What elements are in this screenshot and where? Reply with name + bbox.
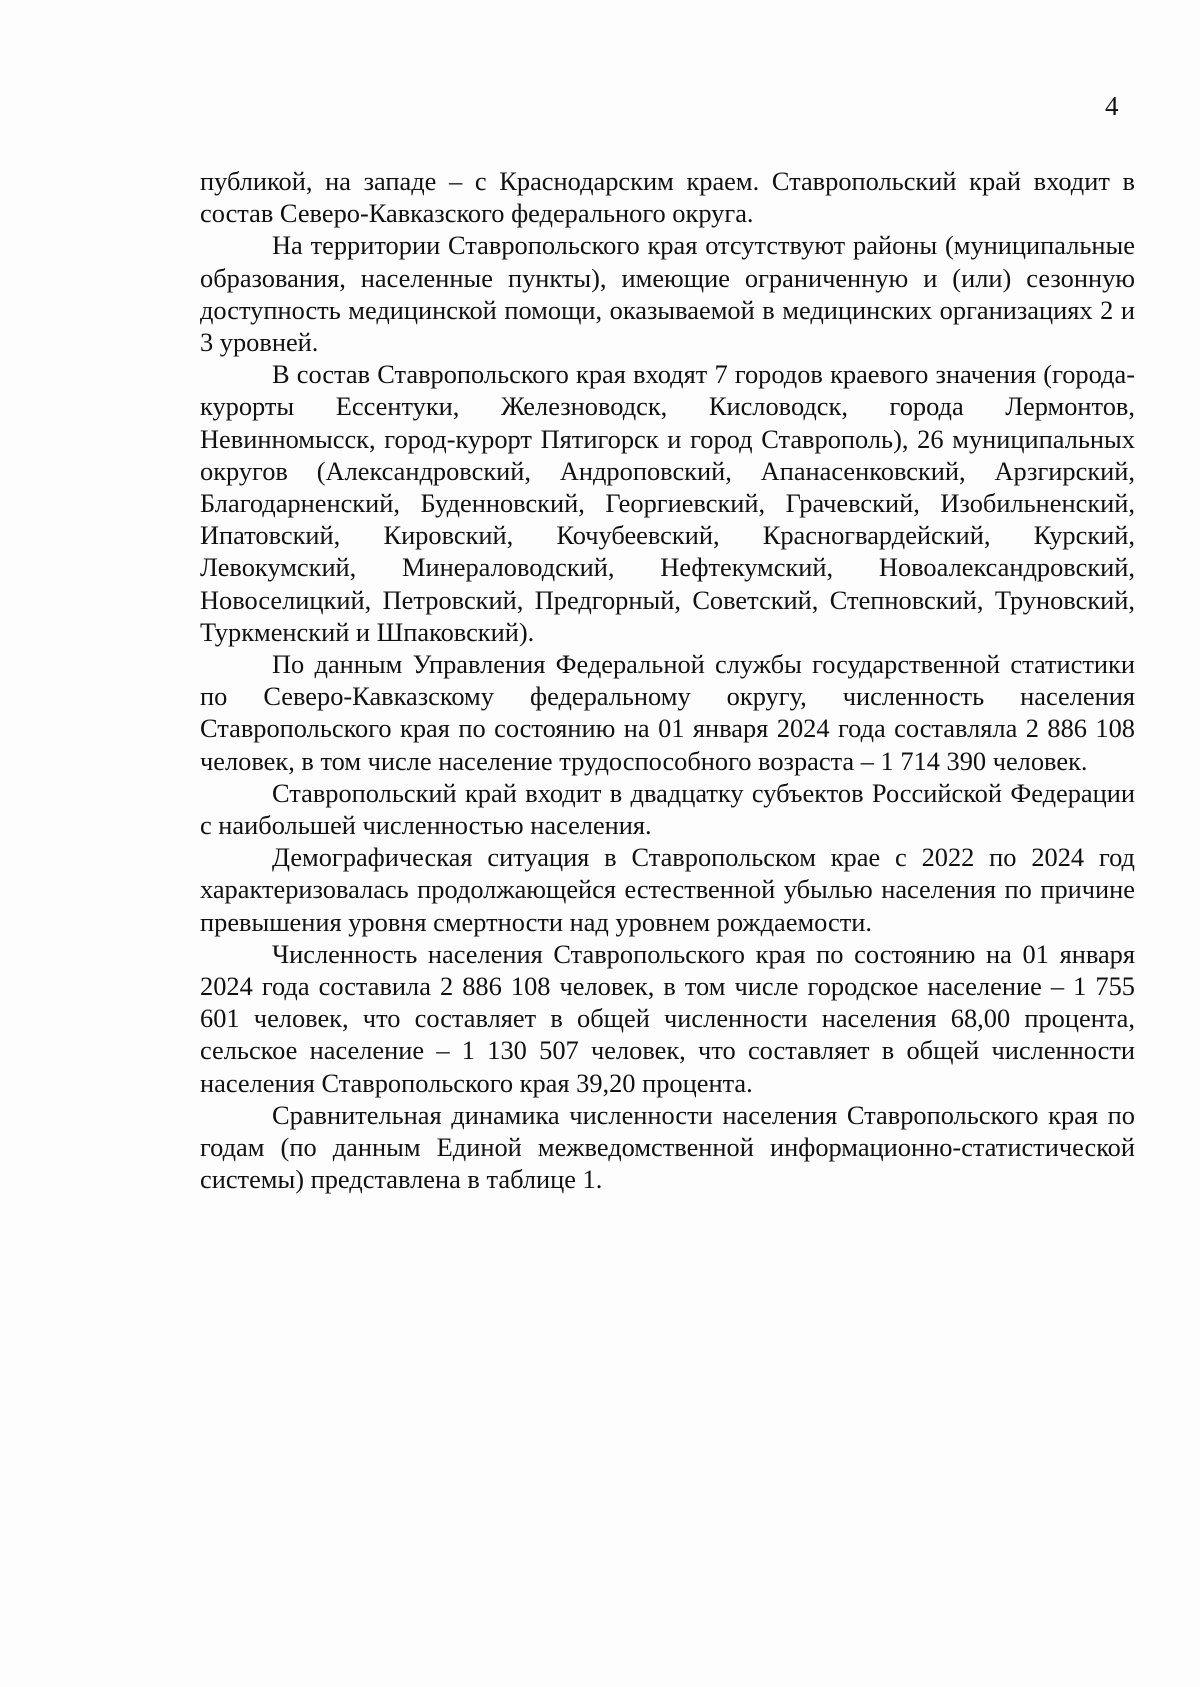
paragraph-urban-rural-population: Численность населения Ставропольского края по состоянию на 01 января 2024 года составила 2 886 108 человек, в том числе городское население – 1 755 601 человек, что составляет в общей численности населения 68,00 процента, сельское население – 1 130 507 человек, что составляет в общей численности населения Ставропольского края 39,20 процента. xyxy=(200,938,1135,1098)
document-body xyxy=(200,165,1135,1196)
paragraph-population-ranking: Ставропольский край входит в двадцатку субъектов Российской Федерации с наибольшей численностью населения. xyxy=(200,777,1135,841)
page-number: 4 xyxy=(1105,91,1119,121)
paragraph-administrative-division: В состав Ставропольского края входят 7 городов краевого значения (города-курорты Ессентуки, Железноводск, Кисловодск, города Лермонтов, Невинномысск, город-курорт Пятигорск и город Ставрополь), 26 муниципальных округов (Александровский, Андроповский, Апанасенковский, Арзгирский, Благодарненский, Буденновский, Георгиевский, Грачевский, Изобильненский, Ипатовский, Кировский, Кочубеевский, Красногвардейский, Курский, Левокумский, Минераловодский, Нефтекумский, Новоалександровский, Новоселицкий, Петровский, Предгорный, Советский, Степновский, Труновский, Туркменский и Шпаковский). xyxy=(200,359,1135,647)
paragraph-continuation: публикой, на западе – с Краснодарским краем. Ставропольский край входит в состав Северо-Кавказского федерального округа. xyxy=(200,166,1135,229)
paragraph-population-statistics: По данным Управления Федеральной службы государственной статистики по Северо-Кавказскому федеральному округу, численность населения Ставропольского края по состоянию на 01 января 2024 года составляла 2 886 108 человек, в том числе население трудоспособного возраста – 1 714 390 человек. xyxy=(200,649,1135,776)
paragraph-table-reference: Сравнительная динамика численности населения Ставропольского края по годам (по данным Единой межведомственной информационно-статистической системы) представлена в таблице 1. xyxy=(200,1099,1135,1195)
paragraph-demographic-situation: Демографическая ситуация в Ставропольском крае с 2022 по 2024 год характеризовалась продолжающейся естественной убылью населения по причине превышения уровня смертности над уровнем рождаемости. xyxy=(200,842,1135,937)
paragraph-medical-access: На территории Ставропольского края отсутствуют районы (муниципальные образования, населенные пункты), имеющие ограниченную и (или) сезонную доступность медицинской помощи, оказываемой в медицинских организациях 2 и 3 уровней. xyxy=(200,230,1135,358)
